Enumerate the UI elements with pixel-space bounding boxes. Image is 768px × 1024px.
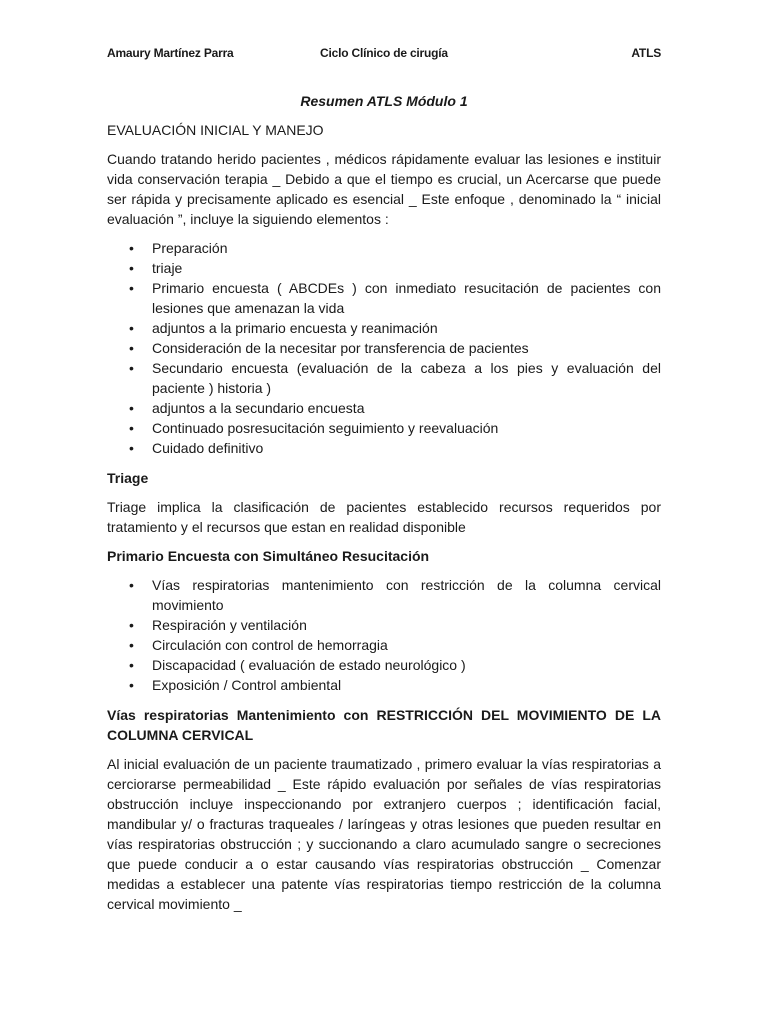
primary-survey-heading: Primario Encuesta con Simultáneo Resucitación bbox=[107, 548, 430, 564]
intro-paragraph: Cuando tratando herido pacientes , médicos rápidamente evaluar las lesiones e instituir vida conservación terapia _ Debido a que el tiempo es crucial, un Acercarse que puede ser rápida y precisamente aplicado es esencial _ Este enfoque , denominado la “ inicial evaluación ”, incluye la siguiendo elementos : bbox=[107, 151, 661, 227]
page-header bbox=[107, 46, 661, 64]
list-item: • Continuado posresucitación seguimiento y reevaluación bbox=[107, 418, 661, 438]
list-item: • Secundario encuesta (evaluación de la cabeza a los pies y evaluación del paciente ) historia ) bbox=[107, 358, 661, 398]
header-course: Ciclo Clínico de cirugía bbox=[320, 46, 448, 60]
list-item: • Primario encuesta ( ABCDEs ) con inmediato resucitación de pacientes con lesiones que amenazan la vida bbox=[107, 278, 661, 318]
airway-heading: Vías respiratorias Mantenimiento con RESTRICCIÓN DEL MOVIMIENTO DE LA COLUMNA CERVICAL bbox=[107, 707, 661, 743]
list-item: • Respiración y ventilación bbox=[107, 615, 661, 635]
list-item: • Cuidado definitivo bbox=[107, 438, 661, 458]
header-tag: ATLS bbox=[631, 46, 661, 60]
document-title: Resumen ATLS Módulo 1 bbox=[300, 93, 468, 109]
list-item: • Circulación con control de hemorragia bbox=[107, 635, 661, 655]
section-heading: EVALUACIÓN INICIAL Y MANEJO bbox=[107, 122, 324, 138]
list-item: • triaje bbox=[107, 258, 661, 278]
list-item: • Preparación bbox=[107, 238, 661, 258]
list-item: • Exposición / Control ambiental bbox=[107, 675, 661, 695]
list-item: • Consideración de la necesitar por transferencia de pacientes bbox=[107, 338, 661, 358]
document-body bbox=[107, 91, 661, 923]
list-item: • adjuntos a la secundario encuesta bbox=[107, 398, 661, 418]
list-item: • adjuntos a la primario encuesta y reanimación bbox=[107, 318, 661, 338]
header-author: Amaury Martínez Parra bbox=[107, 46, 234, 60]
elements-list bbox=[107, 238, 661, 458]
airway-paragraph: Al inicial evaluación de un paciente traumatizado , primero evaluar la vías respiratorias a cerciorarse permeabilidad _ Este rápido evaluación por señales de vías respiratorias obstrucción incluye inspeccionando por extranjero cuerpos ; identificación facial, mandibular y/ o fracturas traqueales / laríngeas y otras lesiones que pueden resultar en vías respiratorias obstrucción ; y succionando a claro acumulado sangre o secreciones que puede conducir a o estar causando vías respiratorias obstrucción _ Comenzar medidas a establecer una patente vías respiratorias tiempo restricción de la columna cervical movimiento _ bbox=[107, 756, 661, 912]
primary-survey-list bbox=[107, 575, 661, 695]
triage-paragraph: Triage implica la clasificación de pacientes establecido recursos requeridos por tratamiento y el recursos que estan en realidad disponible bbox=[107, 499, 661, 535]
list-item: • Vías respiratorias mantenimiento con restricción de la columna cervical movimiento bbox=[107, 575, 661, 615]
triage-heading: Triage bbox=[107, 470, 149, 486]
list-item: • Discapacidad ( evaluación de estado neurológico ) bbox=[107, 655, 661, 675]
